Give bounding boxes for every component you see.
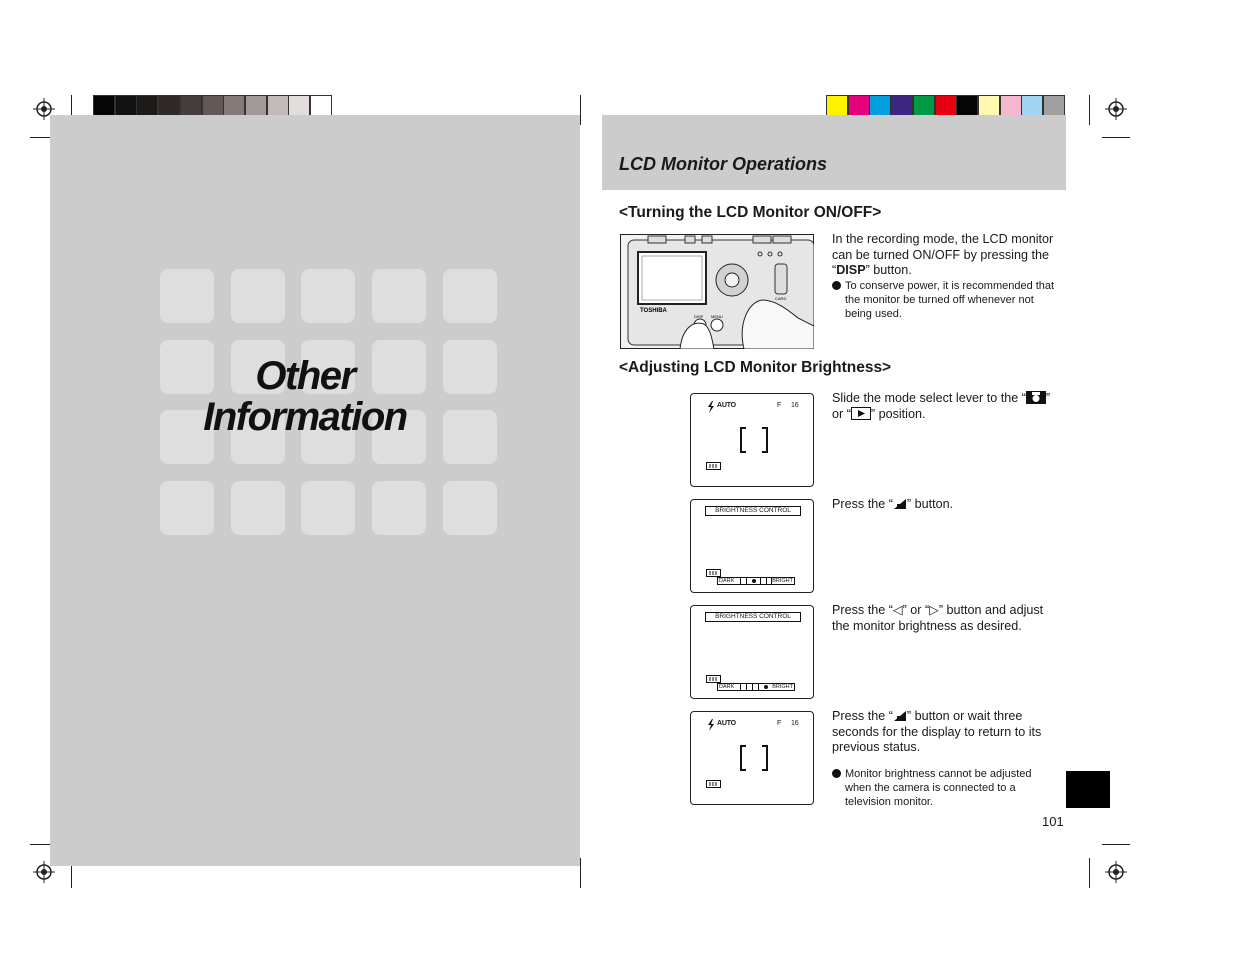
- camera-mode-icon: [1026, 391, 1046, 404]
- camera-disp-label: DISP: [694, 314, 704, 319]
- bright-label: BRIGHT: [772, 578, 793, 584]
- brightness-control-title: BRIGHTNESS CONTROL: [705, 612, 801, 622]
- step3-text: Press the “◁” or “▷” button and adjust the monitor brightness as desired.: [832, 603, 1044, 633]
- step2-text-b: ” button.: [906, 497, 954, 511]
- f-label: F: [777, 720, 782, 727]
- decorative-tile: [231, 481, 285, 535]
- grayscale-swatch: [288, 95, 310, 116]
- step1-text-c: ” position.: [870, 406, 926, 421]
- battery-icon: [706, 569, 722, 577]
- power-bullet-text: To conserve power, it is recommended that the monitor be turned off whenever not being used.: [845, 280, 1055, 320]
- grayscale-swatch: [180, 95, 202, 116]
- color-swatch: [978, 95, 1000, 116]
- grayscale-swatch: [310, 95, 332, 116]
- brightness-indicator: [752, 579, 756, 583]
- color-swatch: [826, 95, 848, 116]
- bright-label: BRIGHT: [772, 684, 793, 690]
- step1-text-b: ” or “: [832, 391, 1051, 421]
- color-swatch: [913, 95, 935, 116]
- color-swatch: [891, 95, 913, 116]
- grayscale-swatch: [223, 95, 245, 116]
- section-tab-marker: [1066, 771, 1110, 808]
- step2-text: [832, 497, 1057, 513]
- brightness-scale: [717, 577, 795, 585]
- bullet-icon: [832, 769, 841, 778]
- battery-icon: [706, 675, 722, 683]
- tv-bullet-text: Monitor brightness cannot be adjusted when the camera is connected to a television monitor.: [845, 768, 1032, 808]
- brightness-control-title: BRIGHTNESS CONTROL: [705, 506, 801, 516]
- camera-back-illustration: [620, 234, 814, 349]
- brightness-indicator: [764, 685, 768, 689]
- grayscale-swatch: [267, 95, 289, 116]
- color-swatch: [869, 95, 891, 116]
- auto-label: AUTO: [717, 402, 736, 409]
- grayscale-swatch: [158, 95, 180, 116]
- lcd-on-off-text: [832, 232, 1057, 279]
- color-swatch: [1000, 95, 1022, 116]
- power-bullet: [832, 279, 1057, 321]
- lcd-screen-recording: [690, 393, 814, 487]
- step1-text-a: Slide the mode select lever to the “: [832, 391, 1026, 405]
- lcd-screen-recording-restored: [690, 711, 814, 805]
- color-swatch: [1043, 95, 1065, 116]
- step4-text-b: ” button or wait three seconds for the display to return to its previous status.: [832, 709, 1042, 755]
- camera-brand-label: TOSHIBA: [640, 308, 667, 314]
- step4-text: [832, 709, 1057, 756]
- title-line-2: Information: [203, 395, 407, 439]
- frame-count: 16: [791, 720, 799, 727]
- section-header: LCD Monitor Operations: [619, 154, 827, 174]
- step1-text: [832, 391, 1057, 422]
- grayscale-swatch: [202, 95, 224, 116]
- grayscale-swatch: [93, 95, 115, 116]
- registration-target-icon: [1105, 98, 1127, 120]
- flash-icon: [707, 719, 715, 731]
- step4-text-a: Press the “: [832, 709, 893, 723]
- decorative-tile: [301, 481, 355, 535]
- decorative-tile: [443, 481, 497, 535]
- dark-label: DARK: [719, 578, 735, 584]
- color-swatch: [848, 95, 870, 116]
- tv-bullet: [832, 767, 1057, 809]
- lcd-on-off-text-prefix: In the recording mode, the LCD monitor can be turned ON/OFF by pressing the “: [832, 232, 1054, 278]
- disp-button-name: DISP: [836, 263, 866, 278]
- lcd-on-off-text-suffix: ” button.: [865, 263, 912, 278]
- decorative-tile: [443, 269, 497, 323]
- f-label: F: [777, 402, 782, 409]
- grayscale-swatch: [115, 95, 137, 116]
- brightness-button-icon: [893, 498, 907, 510]
- playback-mode-icon: [851, 407, 871, 420]
- camera-card-label: CARD: [775, 296, 787, 301]
- registration-target-icon: [1105, 861, 1127, 883]
- title-line-1: Other: [255, 354, 355, 398]
- page-number: 101: [1042, 814, 1064, 829]
- lcd-screen-brightness-default: [690, 499, 814, 593]
- flash-icon: [707, 401, 715, 413]
- color-swatch: [1021, 95, 1043, 116]
- grayscale-swatch: [245, 95, 267, 116]
- decorative-tile: [160, 269, 214, 323]
- focus-frame-icon: [740, 745, 768, 771]
- color-swatch: [956, 95, 978, 116]
- lcd-screen-brightness-adjusted: [690, 605, 814, 699]
- decorative-tile: [160, 481, 214, 535]
- header-band: [602, 115, 1066, 190]
- camera-menu-label: MENU: [711, 314, 723, 319]
- page-title: [150, 356, 460, 438]
- battery-icon: [706, 780, 722, 788]
- dark-label: DARK: [719, 684, 735, 690]
- decorative-tile: [301, 269, 355, 323]
- brightness-scale: [717, 683, 795, 691]
- heading-lcd-on-off: <Turning the LCD Monitor ON/OFF>: [619, 204, 882, 221]
- step2-text-a: Press the “: [832, 497, 893, 511]
- decorative-tile: [231, 269, 285, 323]
- grayscale-swatch: [136, 95, 158, 116]
- bullet-icon: [832, 281, 841, 290]
- frame-count: 16: [791, 402, 799, 409]
- brightness-button-icon: [893, 710, 907, 722]
- color-swatch: [935, 95, 957, 116]
- battery-icon: [706, 462, 722, 470]
- decorative-tile: [372, 269, 426, 323]
- auto-label: AUTO: [717, 720, 736, 727]
- decorative-tile: [372, 481, 426, 535]
- heading-brightness: <Adjusting LCD Monitor Brightness>: [619, 359, 892, 376]
- focus-frame-icon: [740, 427, 768, 453]
